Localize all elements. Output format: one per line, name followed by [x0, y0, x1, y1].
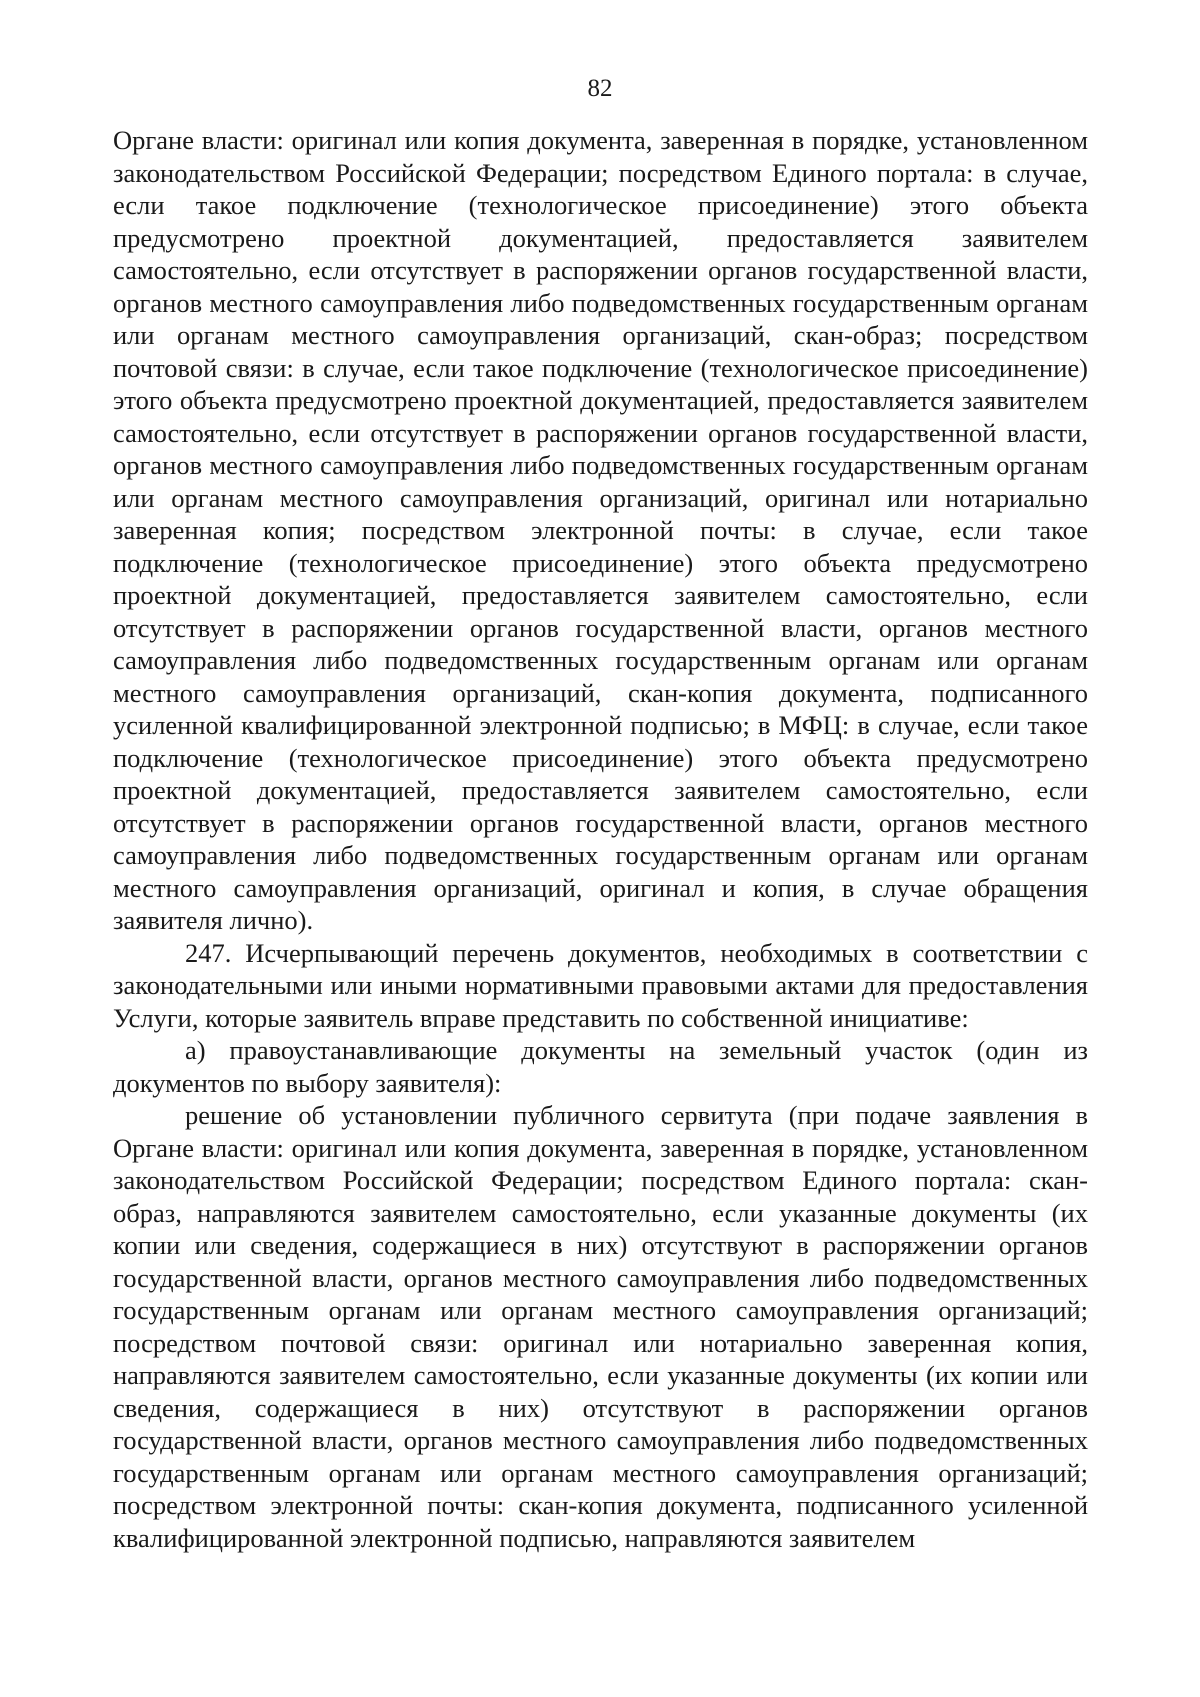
paragraph-item-247: 247. Исчерпывающий перечень документов, необходимых в соответствии с законодательными или иными нормативными правовыми актами для предоставления Услуги, которые заявитель вправе представить по собственной инициативе: — [113, 937, 1088, 1033]
document-body — [113, 124, 1088, 1554]
paragraph-servitude-decision: решение об установлении публичного сервитута (при подаче заявления в Органе власти: оригинал или копия документа, заверенная в порядке, установленном законодательством Российской Федерации; посредством Единого портала: скан-образ, направляются заявителем самостоятельно, если указанные документы (их копии или сведения, содержащиеся в них) отсутствуют в распоряжении органов государственной власти, органов местного самоуправления либо подведомственных государственным органам или органам местного самоуправления организаций; посредством почтовой связи: оригинал или нотариально заверенная копия, направляются заявителем самостоятельно, если указанные документы (их копии или сведения, содержащиеся в них) отсутствуют в распоряжении органов государственной власти, органов местного самоуправления либо подведомственных государственным органам или органам местного самоуправления организаций; посредством электронной почты: скан-копия документа, подписанного усиленной квалифицированной электронной подписью, направляются заявителем — [113, 1100, 1088, 1553]
page-number: 82 — [587, 75, 613, 102]
paragraph-subitem-a: а) правоустанавливающие документы на земельный участок (один из документов по выбору заявителя): — [113, 1035, 1088, 1098]
paragraph-continuation: Органе власти: оригинал или копия документа, заверенная в порядке, установленном законодательством Российской Федерации; посредством Единого портала: в случае, если такое подключение (технологическое присоединение) этого объекта предусмотрено проектной документацией, предоставляется заявителем самостоятельно, если отсутствует в распоряжении органов государственной власти, органов местного самоуправления либо подведомственных государственным органам или органам местного самоуправления организаций, скан-образ; посредством почтовой связи: в случае, если такое подключение (технологическое присоединение) этого объекта предусмотрено проектной документацией, предоставляется заявителем самостоятельно, если отсутствует в распоряжении органов государственной власти, органов местного самоуправления либо подведомственных государственным органам или органам местного самоуправления организаций, оригинал или нотариально заверенная копия; посредством электронной почты: в случае, если такое подключение (технологическое присоединение) этого объекта предусмотрено проектной документацией, предоставляется заявителем самостоятельно, если отсутствует в распоряжении органов государственной власти, органов местного самоуправления либо подведомственных государственным органам или органам местного самоуправления организаций, скан-копия документа, подписанного усиленной квалифицированной электронной подписью; в МФЦ: в случае, если такое подключение (технологическое присоединение) этого объекта предусмотрено проектной документацией, предоставляется заявителем самостоятельно, если отсутствует в распоряжении органов государственной власти, органов местного самоуправления либо подведомственных государственным органам или органам местного самоуправления организаций, оригинал и копия, в случае обращения заявителя лично). — [113, 125, 1088, 935]
